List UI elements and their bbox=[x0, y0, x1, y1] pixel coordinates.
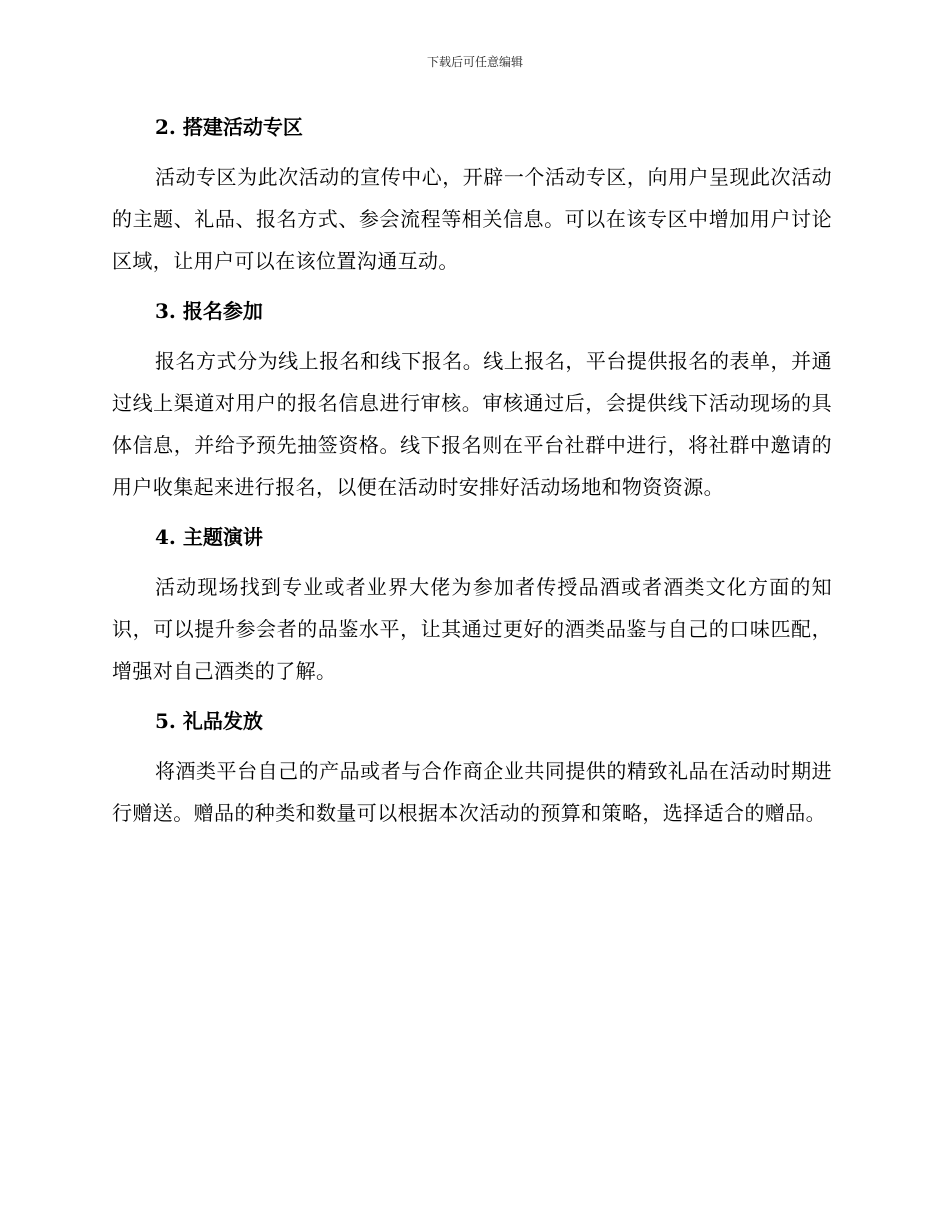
section-heading-3: 3. 报名参加 bbox=[155, 299, 263, 323]
page-header: 下载后可任意编辑 bbox=[426, 55, 523, 69]
section-body-4: 活动现场找到专业或者业界大佬为参加者传授品酒或者酒类文化方面的知识，可以提升参会者的品鉴水平，让其通过更好的酒类品鉴与自己的口味匹配，增强对自己酒类的了解。 bbox=[112, 575, 832, 683]
section-body-2: 活动专区为此次活动的宣传中心，开辟一个活动专区，向用户呈现此次活动的主题、礼品、报名方式、参会流程等相关信息。可以在该专区中增加用户讨论区域，让用户可以在该位置沟通互动。 bbox=[112, 165, 832, 273]
document-body bbox=[112, 106, 832, 842]
section-body-3: 报名方式分为线上报名和线下报名。线上报名，平台提供报名的表单，并通过线上渠道对用户的报名信息进行审核。审核通过后，会提供线下活动现场的具体信息，并给予预先抽签资格。线下报名则在平台社群中进行，将社群中邀请的用户收集起来进行报名，以便在活动时安排好活动场地和物资资源。 bbox=[112, 349, 832, 499]
section-heading-5: 5. 礼品发放 bbox=[155, 709, 263, 733]
section-heading-4: 4. 主题演讲 bbox=[155, 525, 263, 549]
section-heading-2: 2. 搭建活动专区 bbox=[155, 115, 303, 139]
section-body-5: 将酒类平台自己的产品或者与合作商企业共同提供的精致礼品在活动时期进行赠送。赠品的种类和数量可以根据本次活动的预算和策略，选择适合的赠品。 bbox=[112, 759, 832, 825]
